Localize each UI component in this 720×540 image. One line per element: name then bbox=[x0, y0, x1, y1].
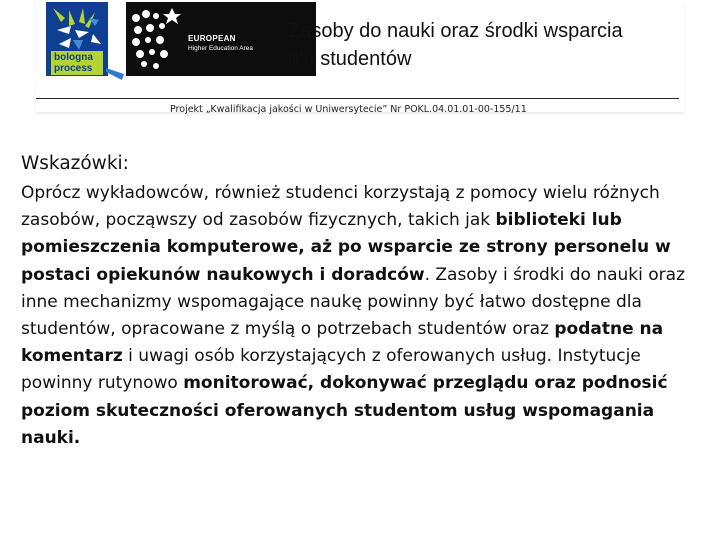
body-paragraph bbox=[21, 180, 711, 452]
project-reference: Projekt „Kwalifikacja jakości w Uniwersytecie” Nr POKL.04.01.01-00-155/11 bbox=[170, 104, 527, 115]
ehea-wordmark bbox=[188, 34, 253, 53]
header-divider bbox=[36, 98, 679, 99]
body-heading: Wskazówki: bbox=[21, 153, 129, 174]
bologna-swoosh-icon bbox=[106, 60, 126, 80]
ehea-stars-icon bbox=[128, 4, 186, 74]
bologna-wordmark bbox=[51, 51, 103, 75]
slide-title-line-1: Zasoby do nauki oraz środki wsparcia bbox=[288, 20, 623, 42]
text-segment-bold: biblioteki lub pomieszczenia komputerowe, aż po wsparcie ze strony personelu w postaci opiekunów naukowych i doradców bbox=[21, 210, 671, 285]
text-segment-bold: monitorować, dokonywać przeglądu oraz podnosić poziom skuteczności oferowanych studentom usług wspomagania nauki. bbox=[21, 373, 668, 448]
bologna-star-mark-icon bbox=[49, 4, 105, 52]
bologna-process-logo bbox=[46, 2, 108, 76]
ehea-word-area: Higher Education Area bbox=[188, 45, 254, 52]
bologna-word: bologna bbox=[54, 52, 93, 63]
ehea-word-european: EUROPEAN bbox=[188, 34, 236, 43]
text-segment: Oprócz wykładowców, również studenci korzystają z pomocy wielu różnych zasobów, począwszy od zasobów fizycznych, takich jak bbox=[21, 183, 660, 231]
process-word: process bbox=[54, 63, 93, 74]
text-segment: i uwagi osób korzystających z oferowanych usług. Instytucje powinny rutynowo bbox=[21, 346, 641, 394]
slide-body bbox=[21, 152, 711, 452]
slide-title-line-2: dla studentów bbox=[288, 48, 412, 70]
text-segment: . Zasoby i środki do nauki oraz inne mechanizmy wspomagające naukę powinny być łatwo dostępne dla studentów, opracowane z myślą o potrzebach studentów oraz bbox=[21, 264, 685, 340]
text-segment-bold: podatne na komentarz bbox=[21, 319, 664, 367]
slide-title bbox=[288, 17, 668, 73]
